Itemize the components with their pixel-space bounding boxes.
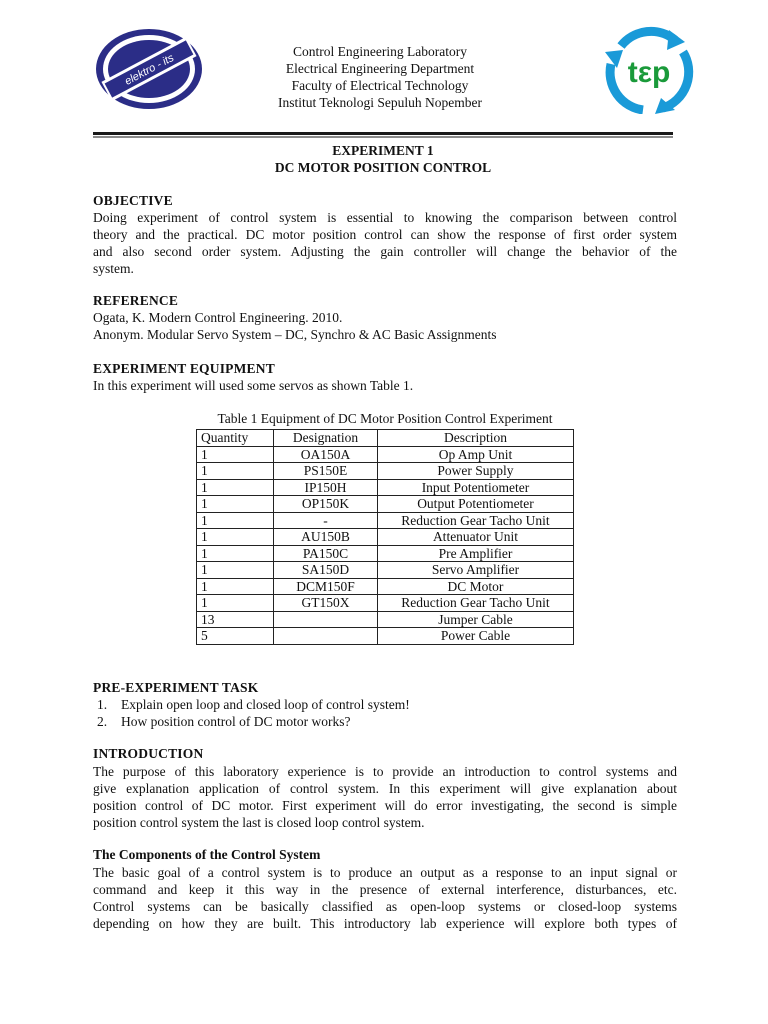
cell-quantity: 1 bbox=[197, 463, 274, 480]
left-logo-text: elektro - its bbox=[122, 51, 177, 88]
table-row bbox=[197, 512, 574, 529]
table-row bbox=[197, 529, 574, 546]
cell-description: Input Potentiometer bbox=[378, 479, 574, 496]
cell-quantity: 1 bbox=[197, 446, 274, 463]
text-line: command and keep it this way in the presence of external interference, disturbances, etc. bbox=[93, 882, 677, 897]
cell-description: Pre Amplifier bbox=[378, 545, 574, 562]
equipment-intro: In this experiment will used some servos as shown Table 1. bbox=[93, 378, 414, 393]
text-line: The basic goal of a control system is to produce an output as a response to an input signal or bbox=[93, 865, 677, 880]
tep-logo bbox=[603, 24, 695, 114]
table-row bbox=[197, 562, 574, 579]
introduction-paragraph bbox=[93, 763, 677, 831]
text-line: position control of DC motor. First experiment will do error investigating, the second is simple bbox=[93, 798, 677, 813]
cell-description: Power Cable bbox=[378, 628, 574, 645]
reference-item: Ogata, K. Modern Control Engineering. 2010. bbox=[93, 310, 343, 325]
cell-description: Reduction Gear Tacho Unit bbox=[378, 512, 574, 529]
table-header-row bbox=[197, 430, 574, 447]
cell-description: Attenuator Unit bbox=[378, 529, 574, 546]
table-row bbox=[197, 628, 574, 645]
cell-designation: GT150X bbox=[274, 595, 378, 612]
text-line: system. bbox=[93, 261, 134, 276]
cell-quantity: 1 bbox=[197, 529, 274, 546]
cell-description: Jumper Cable bbox=[378, 611, 574, 628]
text-line: theory and the practical. DC motor position control can show the response of first order system bbox=[93, 227, 677, 242]
cell-designation: SA150D bbox=[274, 562, 378, 579]
list-item bbox=[97, 713, 410, 730]
column-header-designation: Designation bbox=[274, 430, 378, 447]
components-heading: The Components of the Control System bbox=[93, 847, 321, 862]
table-row bbox=[197, 595, 574, 612]
header-line: Control Engineering Laboratory bbox=[293, 44, 467, 59]
cell-description: Output Potentiometer bbox=[378, 496, 574, 513]
experiment-title: DC MOTOR POSITION CONTROL bbox=[274, 160, 492, 175]
text-line: The purpose of this laboratory experience is to provide an introduction to control systems and bbox=[93, 764, 677, 779]
table-row bbox=[197, 446, 574, 463]
right-logo-text: tεp bbox=[627, 56, 671, 89]
cell-designation: OP150K bbox=[274, 496, 378, 513]
header-divider bbox=[93, 132, 673, 135]
cell-quantity: 5 bbox=[197, 628, 274, 645]
cell-quantity: 1 bbox=[197, 496, 274, 513]
table-row bbox=[197, 611, 574, 628]
list-number: 1. bbox=[97, 697, 108, 712]
cell-designation: AU150B bbox=[274, 529, 378, 546]
header-line: Faculty of Electrical Technology bbox=[291, 78, 469, 93]
experiment-number: EXPERIMENT 1 bbox=[332, 143, 434, 158]
column-header-description: Description bbox=[378, 430, 574, 447]
cell-designation bbox=[274, 628, 378, 645]
table-row bbox=[197, 496, 574, 513]
cell-description: Reduction Gear Tacho Unit bbox=[378, 595, 574, 612]
objective-heading: OBJECTIVE bbox=[93, 193, 173, 208]
cell-quantity: 1 bbox=[197, 512, 274, 529]
cell-quantity: 1 bbox=[197, 562, 274, 579]
table-row bbox=[197, 479, 574, 496]
text-line: and also second order system. Adjusting the gain controller will change the behavior of the bbox=[93, 244, 677, 259]
header-line: Electrical Engineering Department bbox=[285, 61, 475, 76]
header-lines bbox=[240, 43, 520, 111]
cell-designation: OA150A bbox=[274, 446, 378, 463]
list-text: Explain open loop and closed loop of control system! bbox=[121, 697, 410, 712]
cell-designation: - bbox=[274, 512, 378, 529]
list-item bbox=[97, 696, 410, 713]
table-row bbox=[197, 545, 574, 562]
list-text: How position control of DC motor works? bbox=[121, 714, 351, 729]
cell-description: Op Amp Unit bbox=[378, 446, 574, 463]
cell-designation: IP150H bbox=[274, 479, 378, 496]
elektro-its-logo bbox=[95, 28, 203, 110]
cell-designation: PA150C bbox=[274, 545, 378, 562]
table-caption: Table 1 Equipment of DC Motor Position Control Experiment bbox=[217, 411, 553, 426]
introduction-heading: INTRODUCTION bbox=[93, 746, 204, 761]
cell-quantity: 1 bbox=[197, 578, 274, 595]
header-line: Institut Teknologi Sepuluh Nopember bbox=[278, 95, 482, 110]
pre-task-list bbox=[97, 696, 410, 730]
components-paragraph bbox=[93, 864, 677, 932]
reference-heading: REFERENCE bbox=[93, 293, 179, 308]
text-line: position control system the last is closed loop control system. bbox=[93, 815, 425, 830]
text-line: Control systems can be basically classified as open-loop systems or closed-loop systems bbox=[93, 899, 677, 914]
cell-designation: DCM150F bbox=[274, 578, 378, 595]
cell-quantity: 1 bbox=[197, 479, 274, 496]
cell-designation: PS150E bbox=[274, 463, 378, 480]
objective-paragraph bbox=[93, 209, 677, 277]
equipment-table bbox=[196, 429, 574, 645]
cell-quantity: 1 bbox=[197, 595, 274, 612]
table-row bbox=[197, 578, 574, 595]
pre-task-heading: PRE-EXPERIMENT TASK bbox=[93, 680, 259, 695]
cell-quantity: 1 bbox=[197, 545, 274, 562]
reference-item: Anonym. Modular Servo System – DC, Synchro & AC Basic Assignments bbox=[93, 327, 497, 342]
cell-description: Power Supply bbox=[378, 463, 574, 480]
text-line: give explanation application of control system. In this experiment will give explanation about bbox=[93, 781, 677, 796]
text-line: depending on how they are built. This introductory lab experience will explore both types of bbox=[93, 916, 677, 931]
text-line: Doing experiment of control system is essential to knowing the comparison between control bbox=[93, 210, 677, 225]
cell-description: DC Motor bbox=[378, 578, 574, 595]
equipment-heading: EXPERIMENT EQUIPMENT bbox=[93, 361, 275, 376]
list-number: 2. bbox=[97, 714, 108, 729]
cell-designation bbox=[274, 611, 378, 628]
header-divider-thin bbox=[93, 136, 673, 138]
table-row bbox=[197, 463, 574, 480]
cell-quantity: 13 bbox=[197, 611, 274, 628]
cell-description: Servo Amplifier bbox=[378, 562, 574, 579]
column-header-quantity: Quantity bbox=[197, 430, 274, 447]
